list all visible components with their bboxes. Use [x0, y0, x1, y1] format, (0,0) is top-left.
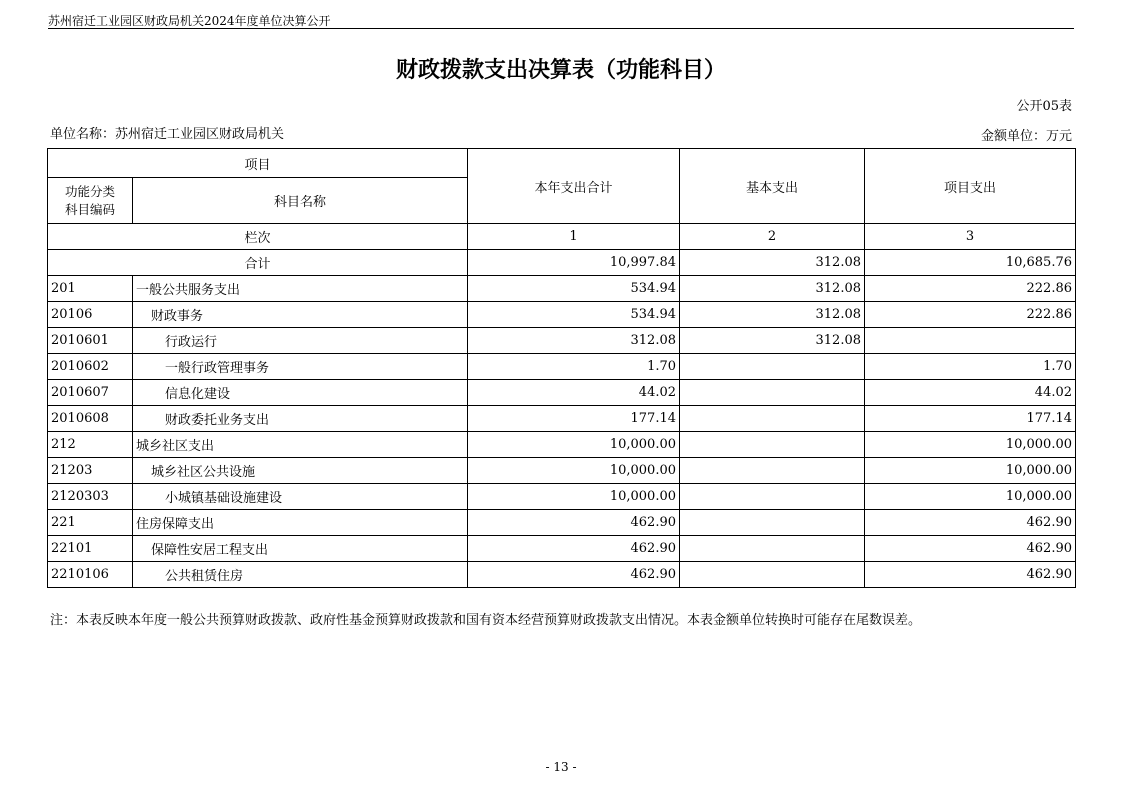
row-code: 2010601 [48, 328, 133, 354]
row-code: 2210106 [48, 562, 133, 588]
row-code: 221 [48, 510, 133, 536]
header-divider [48, 28, 1074, 29]
row-project: 10,000.00 [865, 432, 1076, 458]
row-project: 1.70 [865, 354, 1076, 380]
row-basic [680, 536, 865, 562]
row-project: 10,000.00 [865, 458, 1076, 484]
column-index-label: 栏次 [48, 224, 468, 250]
table-row [48, 276, 1076, 302]
row-project: 462.90 [865, 510, 1076, 536]
total-row [48, 250, 1076, 276]
row-total: 312.08 [468, 328, 680, 354]
row-total: 10,000.00 [468, 432, 680, 458]
header-code: 功能分类 科目编码 [48, 178, 133, 224]
unit-name: 单位名称：苏州宿迁工业园区财政局机关 [50, 127, 285, 142]
row-subject-name: 财政事务 [133, 302, 468, 328]
row-subject-name: 城乡社区支出 [133, 432, 468, 458]
column-index-1: 1 [468, 224, 680, 250]
table-row [48, 328, 1076, 354]
row-code: 212 [48, 432, 133, 458]
header-basic: 基本支出 [680, 149, 865, 224]
total-sum: 10,997.84 [468, 250, 680, 276]
row-basic: 312.08 [680, 302, 865, 328]
row-project: 462.90 [865, 562, 1076, 588]
row-subject-name: 保障性安居工程支出 [133, 536, 468, 562]
table-row [48, 432, 1076, 458]
table-row [48, 354, 1076, 380]
row-total: 462.90 [468, 562, 680, 588]
row-project: 462.90 [865, 536, 1076, 562]
row-subject-name: 住房保障支出 [133, 510, 468, 536]
row-code: 201 [48, 276, 133, 302]
row-basic: 312.08 [680, 276, 865, 302]
row-basic [680, 510, 865, 536]
row-basic [680, 432, 865, 458]
row-project [865, 328, 1076, 354]
table-row [48, 562, 1076, 588]
table-row [48, 380, 1076, 406]
total-basic: 312.08 [680, 250, 865, 276]
row-subject-name: 小城镇基础设施建设 [133, 484, 468, 510]
row-code: 21203 [48, 458, 133, 484]
row-subject-name: 城乡社区公共设施 [133, 458, 468, 484]
table-row [48, 484, 1076, 510]
row-code: 2010607 [48, 380, 133, 406]
expenditure-table [47, 148, 1076, 588]
footnote: 注：本表反映本年度一般公共预算财政拨款、政府性基金预算财政拨款和国有资本经营预算财政拨款支出情况。本表金额单位转换时可能存在尾数误差。 [50, 613, 922, 628]
row-subject-name: 一般公共服务支出 [133, 276, 468, 302]
row-basic [680, 562, 865, 588]
row-total: 534.94 [468, 302, 680, 328]
row-subject-name: 一般行政管理事务 [133, 354, 468, 380]
table-row [48, 510, 1076, 536]
row-subject-name: 行政运行 [133, 328, 468, 354]
column-index-2: 2 [680, 224, 865, 250]
row-total: 10,000.00 [468, 484, 680, 510]
table-row [48, 406, 1076, 432]
row-basic [680, 380, 865, 406]
row-total: 534.94 [468, 276, 680, 302]
row-total: 462.90 [468, 510, 680, 536]
row-code: 20106 [48, 302, 133, 328]
row-code: 2010608 [48, 406, 133, 432]
row-basic: 312.08 [680, 328, 865, 354]
row-total: 10,000.00 [468, 458, 680, 484]
header-project: 项目支出 [865, 149, 1076, 224]
row-basic [680, 406, 865, 432]
row-project: 10,000.00 [865, 484, 1076, 510]
row-project: 222.86 [865, 302, 1076, 328]
column-index-3: 3 [865, 224, 1076, 250]
row-total: 1.70 [468, 354, 680, 380]
table-row [48, 536, 1076, 562]
amount-unit: 金额单位：万元 [980, 129, 1072, 144]
table-row [48, 302, 1076, 328]
row-code: 2010602 [48, 354, 133, 380]
header-subject-name: 科目名称 [133, 178, 468, 224]
row-subject-name: 公共租赁住房 [133, 562, 468, 588]
row-code: 2120303 [48, 484, 133, 510]
row-total: 462.90 [468, 536, 680, 562]
row-subject-name: 信息化建设 [133, 380, 468, 406]
total-project: 10,685.76 [865, 250, 1076, 276]
row-code: 22101 [48, 536, 133, 562]
row-basic [680, 484, 865, 510]
header-item: 项目 [48, 149, 468, 178]
page-number: - 13 - [545, 760, 577, 774]
form-number: 公开05表 [1016, 99, 1072, 114]
row-total: 44.02 [468, 380, 680, 406]
row-project: 44.02 [865, 380, 1076, 406]
header-total: 本年支出合计 [468, 149, 680, 224]
row-basic [680, 458, 865, 484]
table-row [48, 458, 1076, 484]
total-label: 合计 [48, 250, 468, 276]
row-project: 177.14 [865, 406, 1076, 432]
row-subject-name: 财政委托业务支出 [133, 406, 468, 432]
row-basic [680, 354, 865, 380]
running-header: 苏州宿迁工业园区财政局机关2024年度单位决算公开 [48, 14, 331, 28]
row-total: 177.14 [468, 406, 680, 432]
row-project: 222.86 [865, 276, 1076, 302]
page-title: 财政拨款支出决算表（功能科目） [395, 58, 726, 83]
